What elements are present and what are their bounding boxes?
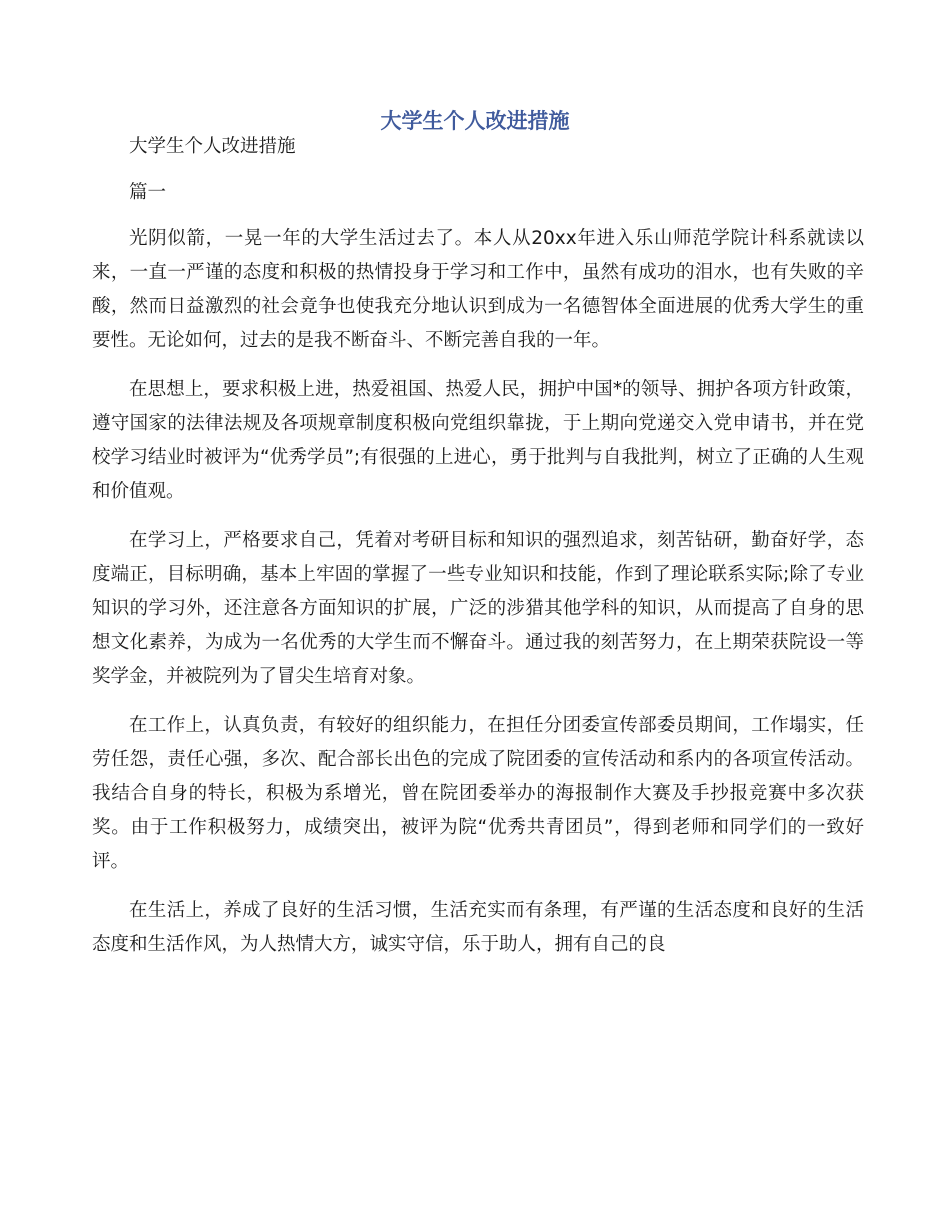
document-body bbox=[92, 130, 864, 962]
paragraph-thought: 在思想上，要求积极上进，热爱祖国、热爱人民，拥护中国*的领导、拥护各项方针政策，遵守国家的法律法规及各项规章制度积极向党组织靠拢，于上期向党递交入党申请书，并在党校学习结业时被评为“优秀学员”;有很强的上进心，勇于批判与自我批判，树立了正确的人生观和价值观。 bbox=[92, 379, 864, 502]
paragraph-section-label: 篇一 bbox=[129, 182, 167, 203]
paragraph-work: 在工作上，认真负责，有较好的组织能力，在担任分团委宣传部委员期间，工作塌实，任劳任怨，责任心强，多次、配合部长出色的完成了院团委的宣传活动和系内的各项宣传活动。我结合自身的特长，积极为系增光，曾在院团委举办的海报制作大赛及手抄报竞赛中多次获奖。由于工作积极努力，成绩突出，被评为院“优秀共青团员”，得到老师和同学们的一致好评。 bbox=[92, 715, 864, 872]
paragraph-study: 在学习上，严格要求自己，凭着对考研目标和知识的强烈追求，刻苦钻研，勤奋好学，态度端正，目标明确，基本上牢固的掌握了一些专业知识和技能，作到了理论联系实际;除了专业知识的学习外，还注意各方面知识的扩展，广泛的涉猎其他学科的知识，从而提高了自身的思想文化素养，为成为一名优秀的大学生而不懈奋斗。通过我的刻苦努力，在上期荣获院设一等奖学金，并被院列为了冒尖生培育对象。 bbox=[92, 530, 864, 687]
paragraph-life: 在生活上，养成了良好的生活习惯，生活充实而有条理，有严谨的生活态度和良好的生活态度和生活作风，为人热情大方，诚实守信，乐于助人，拥有自己的良 bbox=[92, 900, 864, 955]
document-title: 大学生个人改进措施 bbox=[380, 109, 570, 133]
paragraph-subtitle: 大学生个人改进措施 bbox=[129, 136, 296, 157]
paragraph-intro: 光阴似箭，一晃一年的大学生活过去了。本人从20xx年进入乐山师范学院计科系就读以来，一直一严谨的态度和积极的热情投身于学习和工作中，虽然有成功的泪水，也有失败的辛酸，然而日益激烈的社会竟争也使我充分地认识到成为一名德智体全面进展的优秀大学生的重要性。无论如何，过去的是我不断奋斗、不断完善自我的一年。 bbox=[92, 228, 864, 351]
